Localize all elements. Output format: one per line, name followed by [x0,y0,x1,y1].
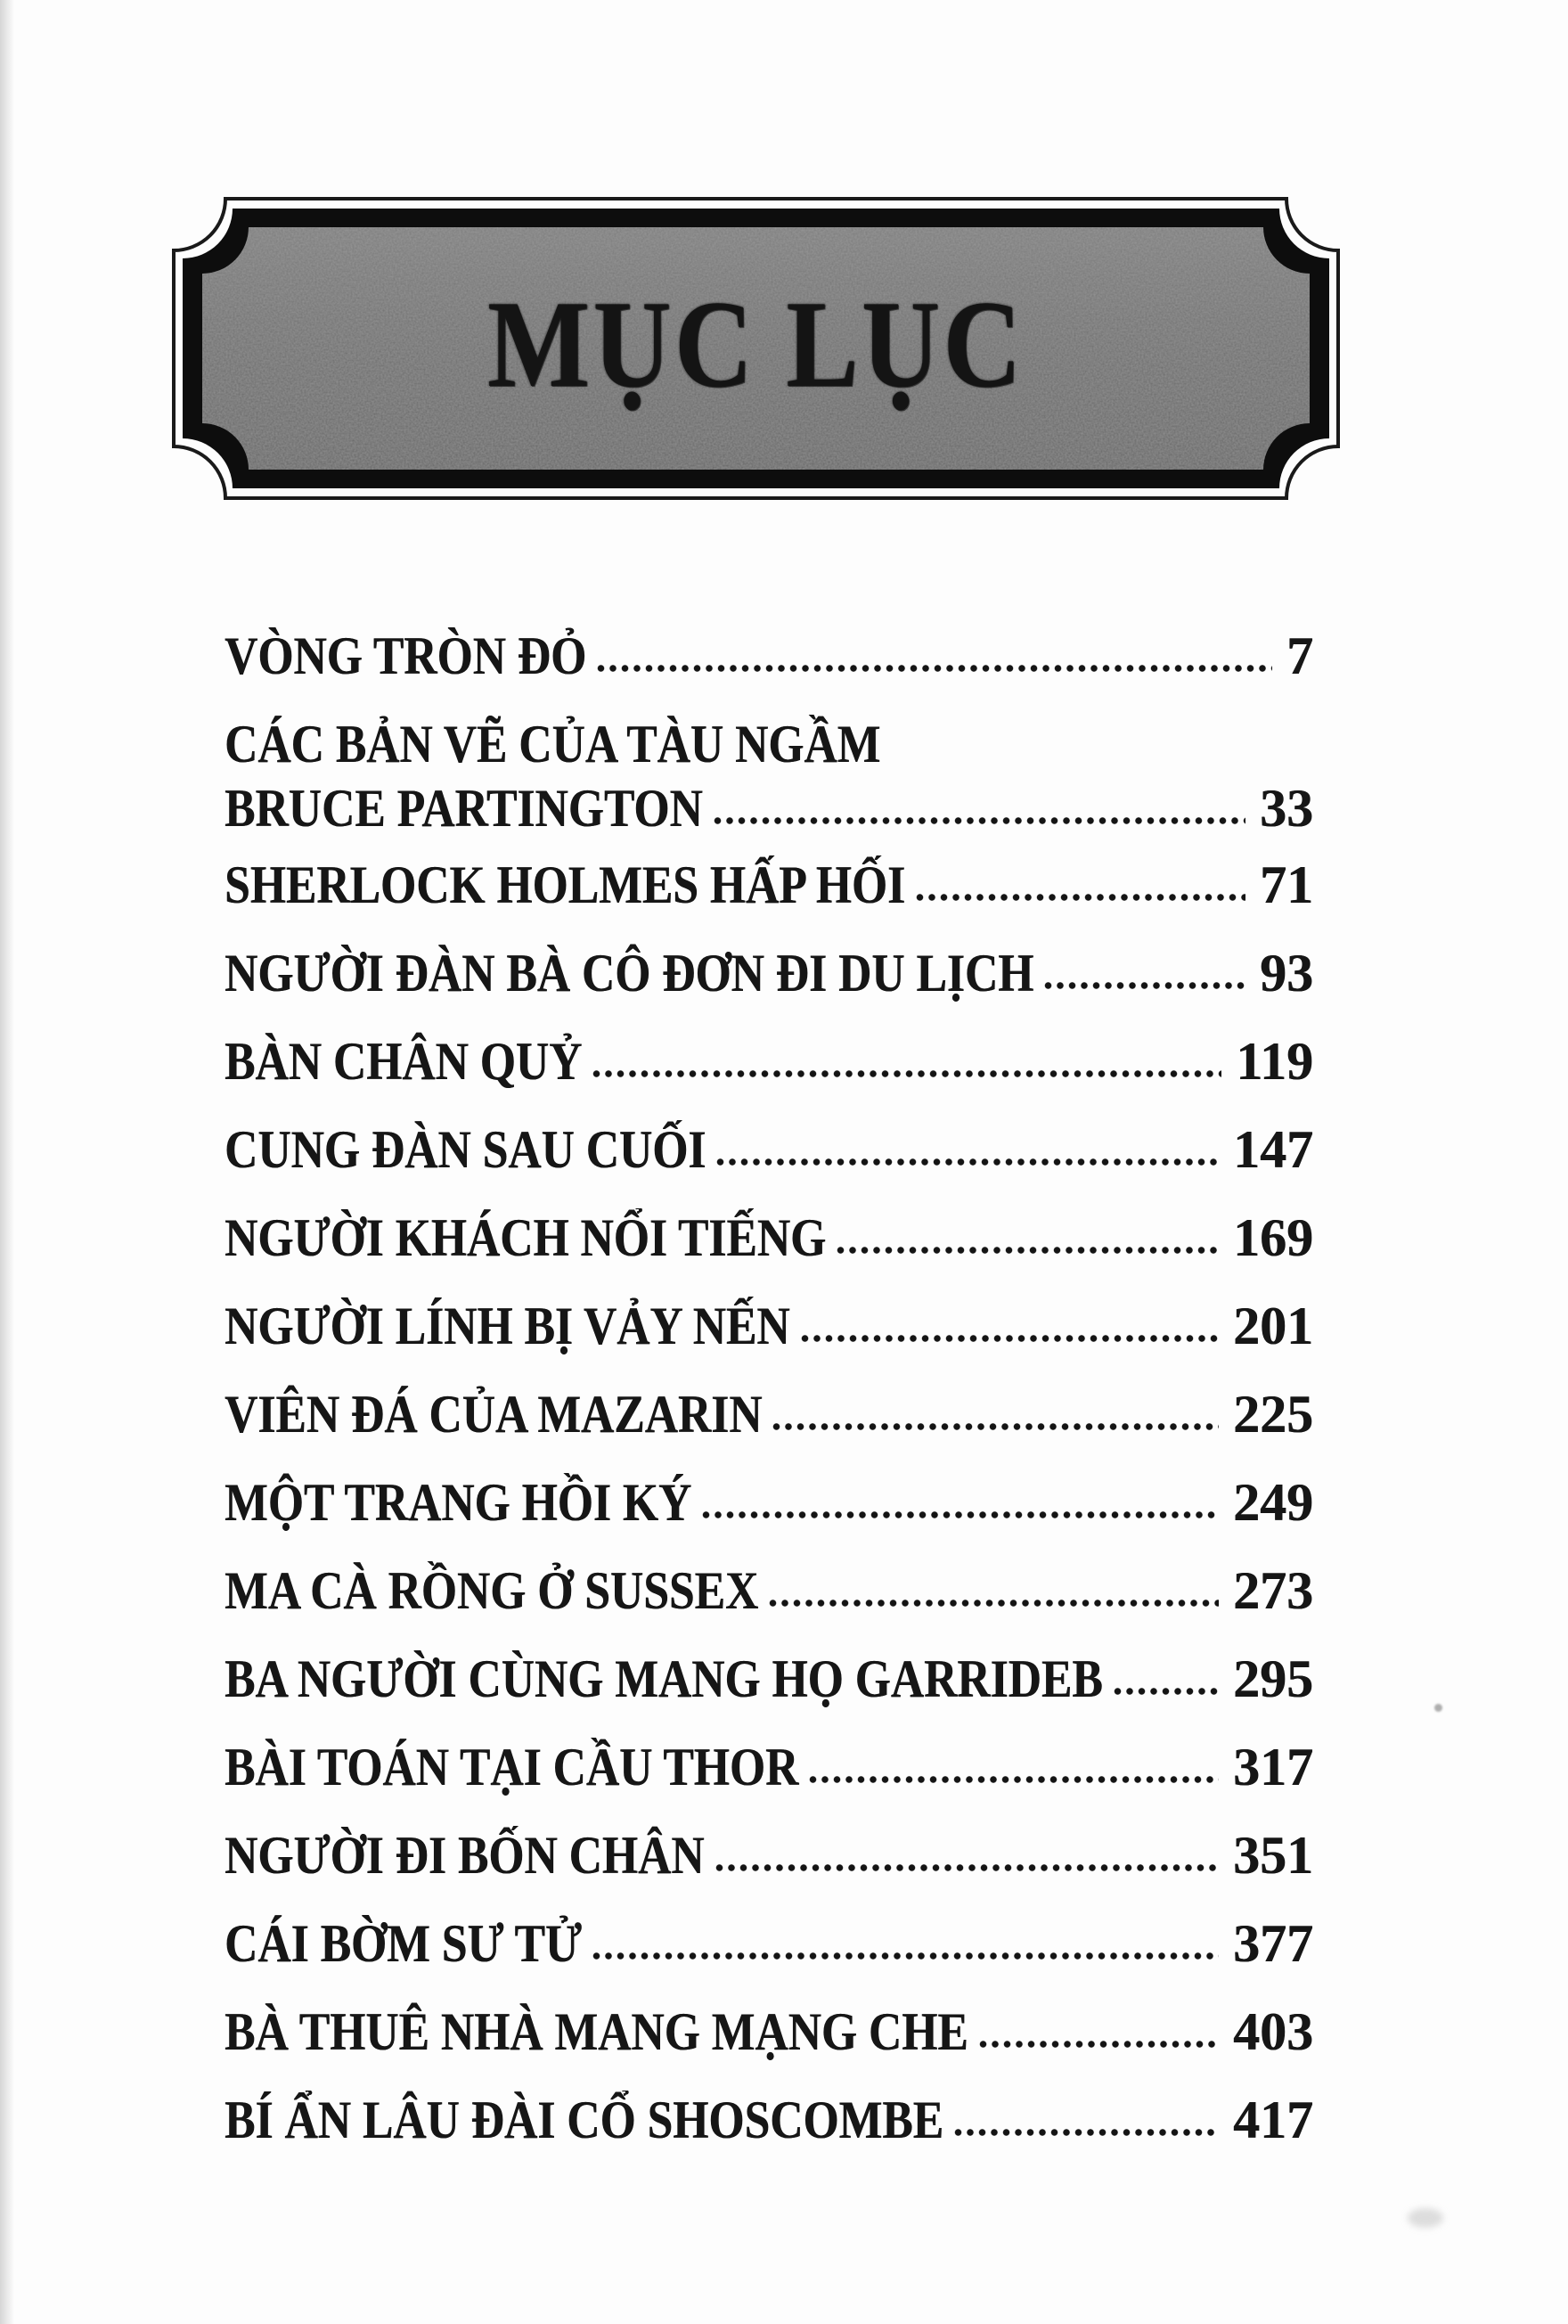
toc-entry-title: BÀ THUÊ NHÀ MANG MẠNG CHE [225,2002,968,2061]
dot-leader [801,1334,1219,1343]
toc-entry-page-number: 7 [1286,626,1313,685]
toc-entry-page-number: 169 [1233,1208,1313,1267]
toc-entry-page-number: 93 [1260,944,1313,1002]
dot-leader [916,893,1245,902]
toc-entry-title: BA NGƯỜI CÙNG MANG HỌ GARRIDEB [225,1649,1103,1708]
toc-entry-page-number: 295 [1233,1649,1313,1708]
toc-entry-page-number: 33 [1260,779,1313,838]
toc-entry-title: BRUCE PARTINGTON [225,779,703,838]
dot-leader [592,1952,1219,1960]
dot-leader [809,1775,1219,1784]
toc-entry [225,1297,1313,1355]
page-title: MỤC LỤC [487,274,1025,413]
toc-entry-title: CUNG ĐÀN SAU CUỐI [225,1120,706,1179]
toc-entry-page-number: 201 [1233,1297,1313,1355]
toc-entry-title: CÁI BỜM SƯ TỬ [225,1914,582,1973]
toc-entry [225,1473,1313,1532]
scan-smudge [1408,2208,1443,2228]
toc-entry-page-number: 317 [1233,1738,1313,1796]
toc-entry-page-number: 351 [1233,1826,1313,1885]
toc-entry [225,1561,1313,1620]
toc-entry-title: VIÊN ĐÁ CỦA MAZARIN [225,1385,763,1444]
dot-leader [979,2040,1219,2049]
toc-entry [225,626,1313,685]
toc-entry [225,2002,1313,2061]
toc-entry [225,779,1313,838]
dot-leader [1044,981,1245,990]
toc-entry-title: MA CÀ RỒNG Ở SUSSEX [225,1561,759,1620]
toc-entry-title: VÒNG TRÒN ĐỎ [225,626,587,685]
toc-entry-title: NGƯỜI ĐÀN BÀ CÔ ĐƠN ĐI DU LỊCH [225,944,1034,1002]
toc-entry-page-number: 119 [1236,1032,1313,1091]
toc-entry [225,2091,1313,2149]
toc-entry [225,1208,1313,1267]
toc-entry [225,1385,1313,1444]
toc-entry-page-number: 147 [1233,1120,1313,1179]
dot-leader [714,816,1245,825]
toc-entry-page-number: 273 [1233,1561,1313,1620]
toc-entry [225,944,1313,1002]
toc-entry-title: NGƯỜI LÍNH BỊ VẢY NẾN [225,1297,790,1355]
toc-entry-title: NGƯỜI ĐI BỐN CHÂN [225,1826,705,1885]
page-edge-shadow [0,0,14,2324]
dot-leader [716,1158,1219,1166]
dot-leader [592,1069,1221,1078]
toc-entry [225,1120,1313,1179]
toc-entry [225,1649,1313,1708]
toc-entry-title: BÀI TOÁN TẠI CẦU THOR [225,1738,799,1796]
dot-leader [597,664,1272,673]
dot-leader [837,1246,1219,1255]
scan-speck [1434,1704,1442,1712]
title-banner [171,196,1341,501]
dot-leader [715,1863,1219,1872]
toc-entry [225,1738,1313,1796]
dot-leader [954,2128,1219,2137]
toc-entry-title: SHERLOCK HOLMES HẤP HỐI [225,855,906,914]
toc-entry [225,1826,1313,1885]
toc-entry-title: BÍ ẨN LÂU ĐÀI CỔ SHOSCOMBE [225,2091,944,2149]
table-of-contents [225,626,1313,2183]
dot-leader [702,1510,1219,1519]
toc-entry-page-number: 403 [1233,2002,1313,2061]
toc-entry-title: CÁC BẢN VẼ CỦA TÀU NGẦM [225,715,881,773]
toc-entry-page-number: 225 [1233,1385,1313,1444]
dot-leader [1114,1687,1219,1696]
toc-entry [225,1914,1313,1973]
toc-entry [225,715,1313,773]
toc-entry [225,855,1313,914]
dot-leader [772,1422,1219,1431]
toc-entry-title: BÀN CHÂN QUỶ [225,1032,583,1091]
toc-entry-title: NGƯỜI KHÁCH NỔI TIẾNG [225,1208,827,1267]
toc-entry [225,1032,1313,1091]
toc-entry-page-number: 249 [1233,1473,1313,1532]
toc-entry-page-number: 71 [1260,855,1313,914]
toc-entry-page-number: 377 [1233,1914,1313,1973]
toc-entry-title: MỘT TRANG HỒI KÝ [225,1473,692,1532]
dot-leader [769,1599,1219,1608]
toc-entry-page-number: 417 [1233,2091,1313,2149]
